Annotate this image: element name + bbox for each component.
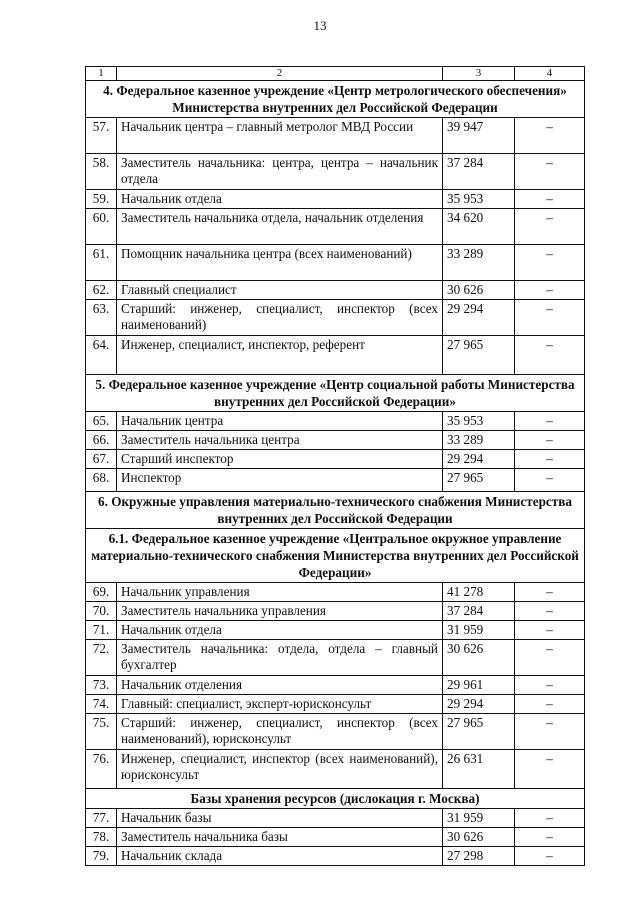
salary-value: 27 298 — [443, 847, 515, 866]
salary-value: 37 284 — [443, 154, 515, 190]
table-row — [86, 695, 585, 714]
salary-value: 29 294 — [443, 695, 515, 714]
row-number: 61. — [86, 245, 117, 281]
row-number: 60. — [86, 209, 117, 245]
salary-value: 30 626 — [443, 640, 515, 676]
note-value: – — [515, 431, 585, 450]
table-row — [86, 847, 585, 866]
salary-table — [85, 66, 585, 866]
position-name: Старший: инженер, специалист, инспектор (всех наименований), юрисконсульт — [117, 714, 443, 750]
position-name: Заместитель начальника: центра, центра – начальник отдела — [117, 154, 443, 190]
table-row — [86, 412, 585, 431]
position-name: Инспектор — [117, 469, 443, 492]
note-value: – — [515, 809, 585, 828]
table-row — [86, 118, 585, 154]
note-value: – — [515, 676, 585, 695]
row-number: 64. — [86, 336, 117, 375]
position-name: Заместитель начальника управления — [117, 602, 443, 621]
row-number: 73. — [86, 676, 117, 695]
row-number: 78. — [86, 828, 117, 847]
row-number: 57. — [86, 118, 117, 154]
salary-value: 30 626 — [443, 281, 515, 300]
table-row — [86, 300, 585, 336]
row-number: 77. — [86, 809, 117, 828]
position-name: Заместитель начальника базы — [117, 828, 443, 847]
note-value: – — [515, 583, 585, 602]
page-number: 13 — [313, 18, 327, 33]
note-value: – — [515, 245, 585, 281]
note-value: – — [515, 469, 585, 492]
row-number: 59. — [86, 190, 117, 209]
table-row — [86, 245, 585, 281]
row-number: 79. — [86, 847, 117, 866]
salary-value: 33 289 — [443, 431, 515, 450]
salary-value: 37 284 — [443, 602, 515, 621]
table-row — [86, 809, 585, 828]
position-name: Заместитель начальника центра — [117, 431, 443, 450]
section-header-row — [86, 789, 585, 809]
position-name: Начальник центра — [117, 412, 443, 431]
salary-value: 35 953 — [443, 412, 515, 431]
salary-value: 27 965 — [443, 336, 515, 375]
position-name: Начальник управления — [117, 583, 443, 602]
column-number: 2 — [117, 67, 443, 81]
position-name: Начальник отделения — [117, 676, 443, 695]
table-row — [86, 450, 585, 469]
table-row — [86, 583, 585, 602]
section-title: 4. Федеральное казенное учреждение «Центр метрологического обеспечения» Министерства внутренних дел Российской Федерации — [86, 81, 585, 118]
salary-value: 27 965 — [443, 469, 515, 492]
section-header-row — [86, 81, 585, 118]
table-row — [86, 209, 585, 245]
section-title: Базы хранения ресурсов (дислокация г. Москва) — [86, 789, 585, 809]
note-value: – — [515, 190, 585, 209]
table-row — [86, 640, 585, 676]
row-number: 63. — [86, 300, 117, 336]
position-name: Старший инспектор — [117, 450, 443, 469]
salary-value: 31 959 — [443, 621, 515, 640]
row-number: 76. — [86, 750, 117, 789]
note-value: – — [515, 602, 585, 621]
note-value: – — [515, 847, 585, 866]
note-value: – — [515, 450, 585, 469]
table-row — [86, 676, 585, 695]
section-header-row — [86, 492, 585, 529]
position-name: Начальник отдела — [117, 190, 443, 209]
salary-value: 29 294 — [443, 300, 515, 336]
note-value: – — [515, 281, 585, 300]
position-name: Начальник отдела — [117, 621, 443, 640]
table-row — [86, 190, 585, 209]
salary-value: 30 626 — [443, 828, 515, 847]
row-number: 72. — [86, 640, 117, 676]
salary-value: 29 294 — [443, 450, 515, 469]
position-name: Начальник базы — [117, 809, 443, 828]
note-value: – — [515, 412, 585, 431]
note-value: – — [515, 695, 585, 714]
row-number: 68. — [86, 469, 117, 492]
table-row — [86, 602, 585, 621]
position-name: Начальник центра – главный метролог МВД России — [117, 118, 443, 154]
salary-value: 39 947 — [443, 118, 515, 154]
position-name: Помощник начальника центра (всех наименований) — [117, 245, 443, 281]
table-row — [86, 750, 585, 789]
note-value: – — [515, 714, 585, 750]
row-number: 62. — [86, 281, 117, 300]
row-number: 70. — [86, 602, 117, 621]
salary-value: 41 278 — [443, 583, 515, 602]
row-number: 66. — [86, 431, 117, 450]
table-row — [86, 154, 585, 190]
salary-value: 31 959 — [443, 809, 515, 828]
column-number: 3 — [443, 67, 515, 81]
position-name: Инженер, специалист, инспектор, референт — [117, 336, 443, 375]
position-name: Главный: специалист, эксперт-юрисконсульт — [117, 695, 443, 714]
position-name: Начальник склада — [117, 847, 443, 866]
row-number: 74. — [86, 695, 117, 714]
position-name: Заместитель начальника: отдела, отдела – главный бухгалтер — [117, 640, 443, 676]
position-name: Заместитель начальника отдела, начальник отделения — [117, 209, 443, 245]
section-header-row — [86, 529, 585, 583]
note-value: – — [515, 750, 585, 789]
salary-value: 34 620 — [443, 209, 515, 245]
column-number-row — [86, 67, 585, 81]
row-number: 58. — [86, 154, 117, 190]
section-title: 6.1. Федеральное казенное учреждение «Центральное окружное управление материально-технического снабжения Министерства внутренних дел Российской Федерации» — [86, 529, 585, 583]
row-number: 71. — [86, 621, 117, 640]
row-number: 65. — [86, 412, 117, 431]
row-number: 75. — [86, 714, 117, 750]
salary-table-body — [86, 67, 585, 866]
salary-value: 26 631 — [443, 750, 515, 789]
table-row — [86, 336, 585, 375]
section-header-row — [86, 375, 585, 412]
position-name: Старший: инженер, специалист, инспектор (всех наименований) — [117, 300, 443, 336]
note-value: – — [515, 621, 585, 640]
section-title: 6. Окружные управления материально-технического снабжения Министерства внутренних дел Российской Федерации — [86, 492, 585, 529]
position-name: Главный специалист — [117, 281, 443, 300]
salary-value: 29 961 — [443, 676, 515, 695]
table-row — [86, 828, 585, 847]
column-number: 1 — [86, 67, 117, 81]
table-row — [86, 714, 585, 750]
table-row — [86, 281, 585, 300]
note-value: – — [515, 209, 585, 245]
table-row — [86, 431, 585, 450]
column-number: 4 — [515, 67, 585, 81]
note-value: – — [515, 640, 585, 676]
position-name: Инженер, специалист, инспектор (всех наименований), юрисконсульт — [117, 750, 443, 789]
row-number: 69. — [86, 583, 117, 602]
salary-value: 35 953 — [443, 190, 515, 209]
note-value: – — [515, 300, 585, 336]
note-value: – — [515, 118, 585, 154]
salary-value: 27 965 — [443, 714, 515, 750]
note-value: – — [515, 336, 585, 375]
row-number: 67. — [86, 450, 117, 469]
salary-value: 33 289 — [443, 245, 515, 281]
section-title: 5. Федеральное казенное учреждение «Центр социальной работы Министерства внутренних дел Российской Федерации» — [86, 375, 585, 412]
note-value: – — [515, 154, 585, 190]
table-row — [86, 621, 585, 640]
table-row — [86, 469, 585, 492]
note-value: – — [515, 828, 585, 847]
